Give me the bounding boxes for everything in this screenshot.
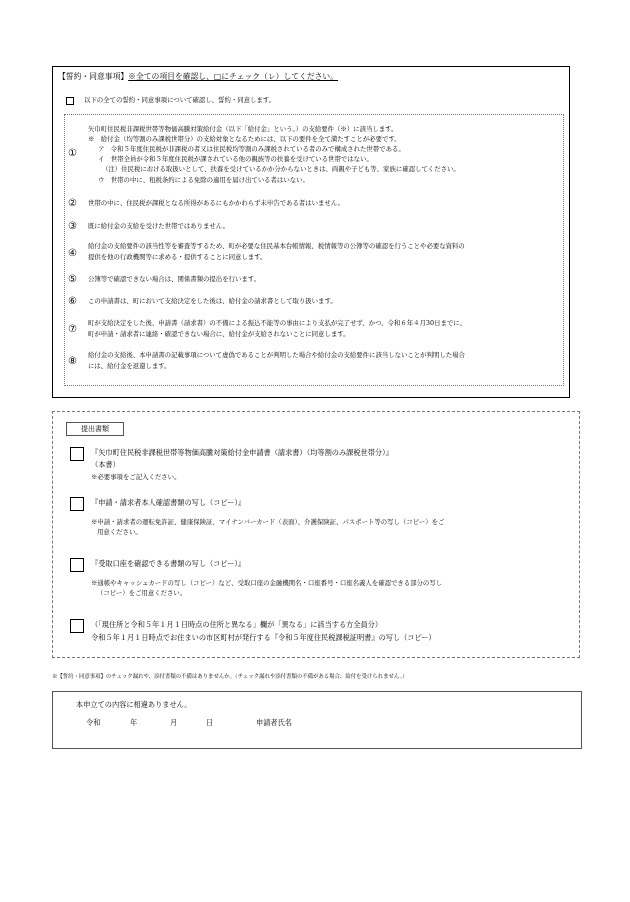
consent-item-text: 町が申請・請求者に連絡・確認できない場合に、給付金が支給されないことに同意します。 <box>88 330 350 338</box>
all-agree-checkbox[interactable] <box>66 97 74 105</box>
document-note: ※必要事項をご記入ください。 <box>91 473 181 481</box>
consent-item-number: ⑥ <box>68 296 77 307</box>
document-note: ※申請・請求者の運転免許証、健康保険証、マイナンバーカード（表面）、介護保険証、パスポート等の写し（コピー）をご <box>91 518 445 526</box>
consent-item-text: 提供を他の行政機関等に求める・提供することに同意します。 <box>88 253 267 261</box>
document-subtitle: （本書） <box>91 460 120 469</box>
document-note: （コピー）をご用意ください。 <box>97 589 187 597</box>
document-checkbox-id[interactable] <box>70 497 84 511</box>
consent-item-text: （注）住民税における取扱いとして、扶養を受けているかか分からないときは、両親や子ども等、家族に確認してください。 <box>102 165 460 173</box>
document-title: 『申請・請求者本人確認書類の写し（コピー）』 <box>91 498 246 507</box>
consent-item-number: ③ <box>68 221 77 232</box>
consent-item-text: ア 令和５年度住民税が非課税の者又は住民税均等割のみ課税されている者のみで構成された世帯である。 <box>98 145 405 153</box>
consent-item-text: には、給付金を返還します。 <box>88 362 171 370</box>
consent-item-text: ※ 給付金（均等割のみ課税世帯分）の支給対象となるためには、以下の要件を全て満たすことが必要です。 <box>88 135 401 143</box>
consent-item-text: この申請書は、町において支給決定をした後は、給付金の請求書として取り扱います。 <box>88 297 337 305</box>
consent-item-number: ④ <box>68 248 77 259</box>
consent-item-number: ⑤ <box>68 274 77 285</box>
date-day-label: 日 <box>206 718 214 727</box>
declaration-text: 本申立ての内容に相違ありません。 <box>76 700 192 709</box>
document-checkbox-application[interactable] <box>70 447 84 461</box>
consent-item-number: ① <box>68 148 77 159</box>
consent-item-text: 既に給付金の支給を受けた世帯ではありません。 <box>88 222 229 230</box>
consent-item-text: 給付金の支給要件の該当性等を審査等するため、町が必要な住民基本台帳情報、税情報等の公簿等の確認を行うことや必要な資料の <box>88 242 465 250</box>
date-era-label: 令和 <box>86 718 101 727</box>
consent-item-text: イ 世帯全員が令和５年度住民税が課されている他の親族等の扶養を受けている世帯ではない。 <box>98 155 373 163</box>
date-month-label: 月 <box>170 718 178 727</box>
documents-tag: 提出書類 <box>66 422 124 436</box>
date-year-label: 年 <box>130 718 138 727</box>
consent-item-text: ウ 世帯の中に、租税条約による免除の適用を届け出ている者はいない。 <box>98 176 309 184</box>
consent-item-number: ② <box>68 198 77 209</box>
consent-item-text: 世帯の中に、住民税が課税となる所得があるにもかかわらず未申告である者はいません。 <box>88 199 345 207</box>
document-note: 用意ください。 <box>97 528 142 536</box>
document-title: 令和５年１月１日時点でお住まいの市区町村が発行する『令和５年度住民税課税証明書』の写し（コピー） <box>91 633 436 642</box>
consent-item-text: 給付金の支給後、本申請書の記載事項について虚偽であることが判明した場合や給付金の支給要件に該当しないことが判明した場合 <box>88 351 465 359</box>
consent-item-text: 町が支給決定をした後、申請書（請求書）の不備による振込不能等の事由により支払が完了せず、かつ、令和６年４月30日までに、 <box>88 319 467 327</box>
consent-item-number: ⑦ <box>68 324 77 335</box>
document-title: 『矢巾町住民税非課税世帯等物価高騰対策給付金申請書（請求書）（均等割のみ課税世帯分）』 <box>91 448 393 457</box>
signature-label: 申請者氏名 <box>256 718 292 727</box>
document-note: ※通帳やキャッシュカードの写し（コピー）など、受取口座の金融機関名・口座番号・口座名義人を確認できる部分の写し <box>91 579 443 587</box>
document-title: （「現住所と令和５年１月１日時点の住所と異なる」欄が「異なる」に該当する方全員分） <box>91 620 383 629</box>
all-agree-label: 以下の全ての誓約・同意事項について確認し、誓約・同意します。 <box>84 96 276 104</box>
consent-item-number: ⑧ <box>68 356 77 367</box>
footnote: ※【誓約・同意事項】のチェック漏れや、添付書類の不備はありませんか。（チェック漏れや添付書類の不備がある場合、給付を受けられません。） <box>52 674 408 680</box>
document-title: 『受取口座を確認できる書類の写し（コピー）』 <box>91 559 246 568</box>
consent-item-text: 公簿等で確認できない場合は、関係書類の提出を行います。 <box>88 275 261 283</box>
consent-heading: 【誓約・同意事項】※全ての項目を確認し、□にチェック（レ）してください。 <box>58 72 339 81</box>
document-checkbox-tax-certificate[interactable] <box>70 619 84 633</box>
document-checkbox-bank[interactable] <box>70 558 84 572</box>
consent-item-text: 矢巾町住民税非課税世帯等物価高騰対策給付金（以下「給付金」という。）の支給要件（※）に該当します。 <box>88 125 398 133</box>
